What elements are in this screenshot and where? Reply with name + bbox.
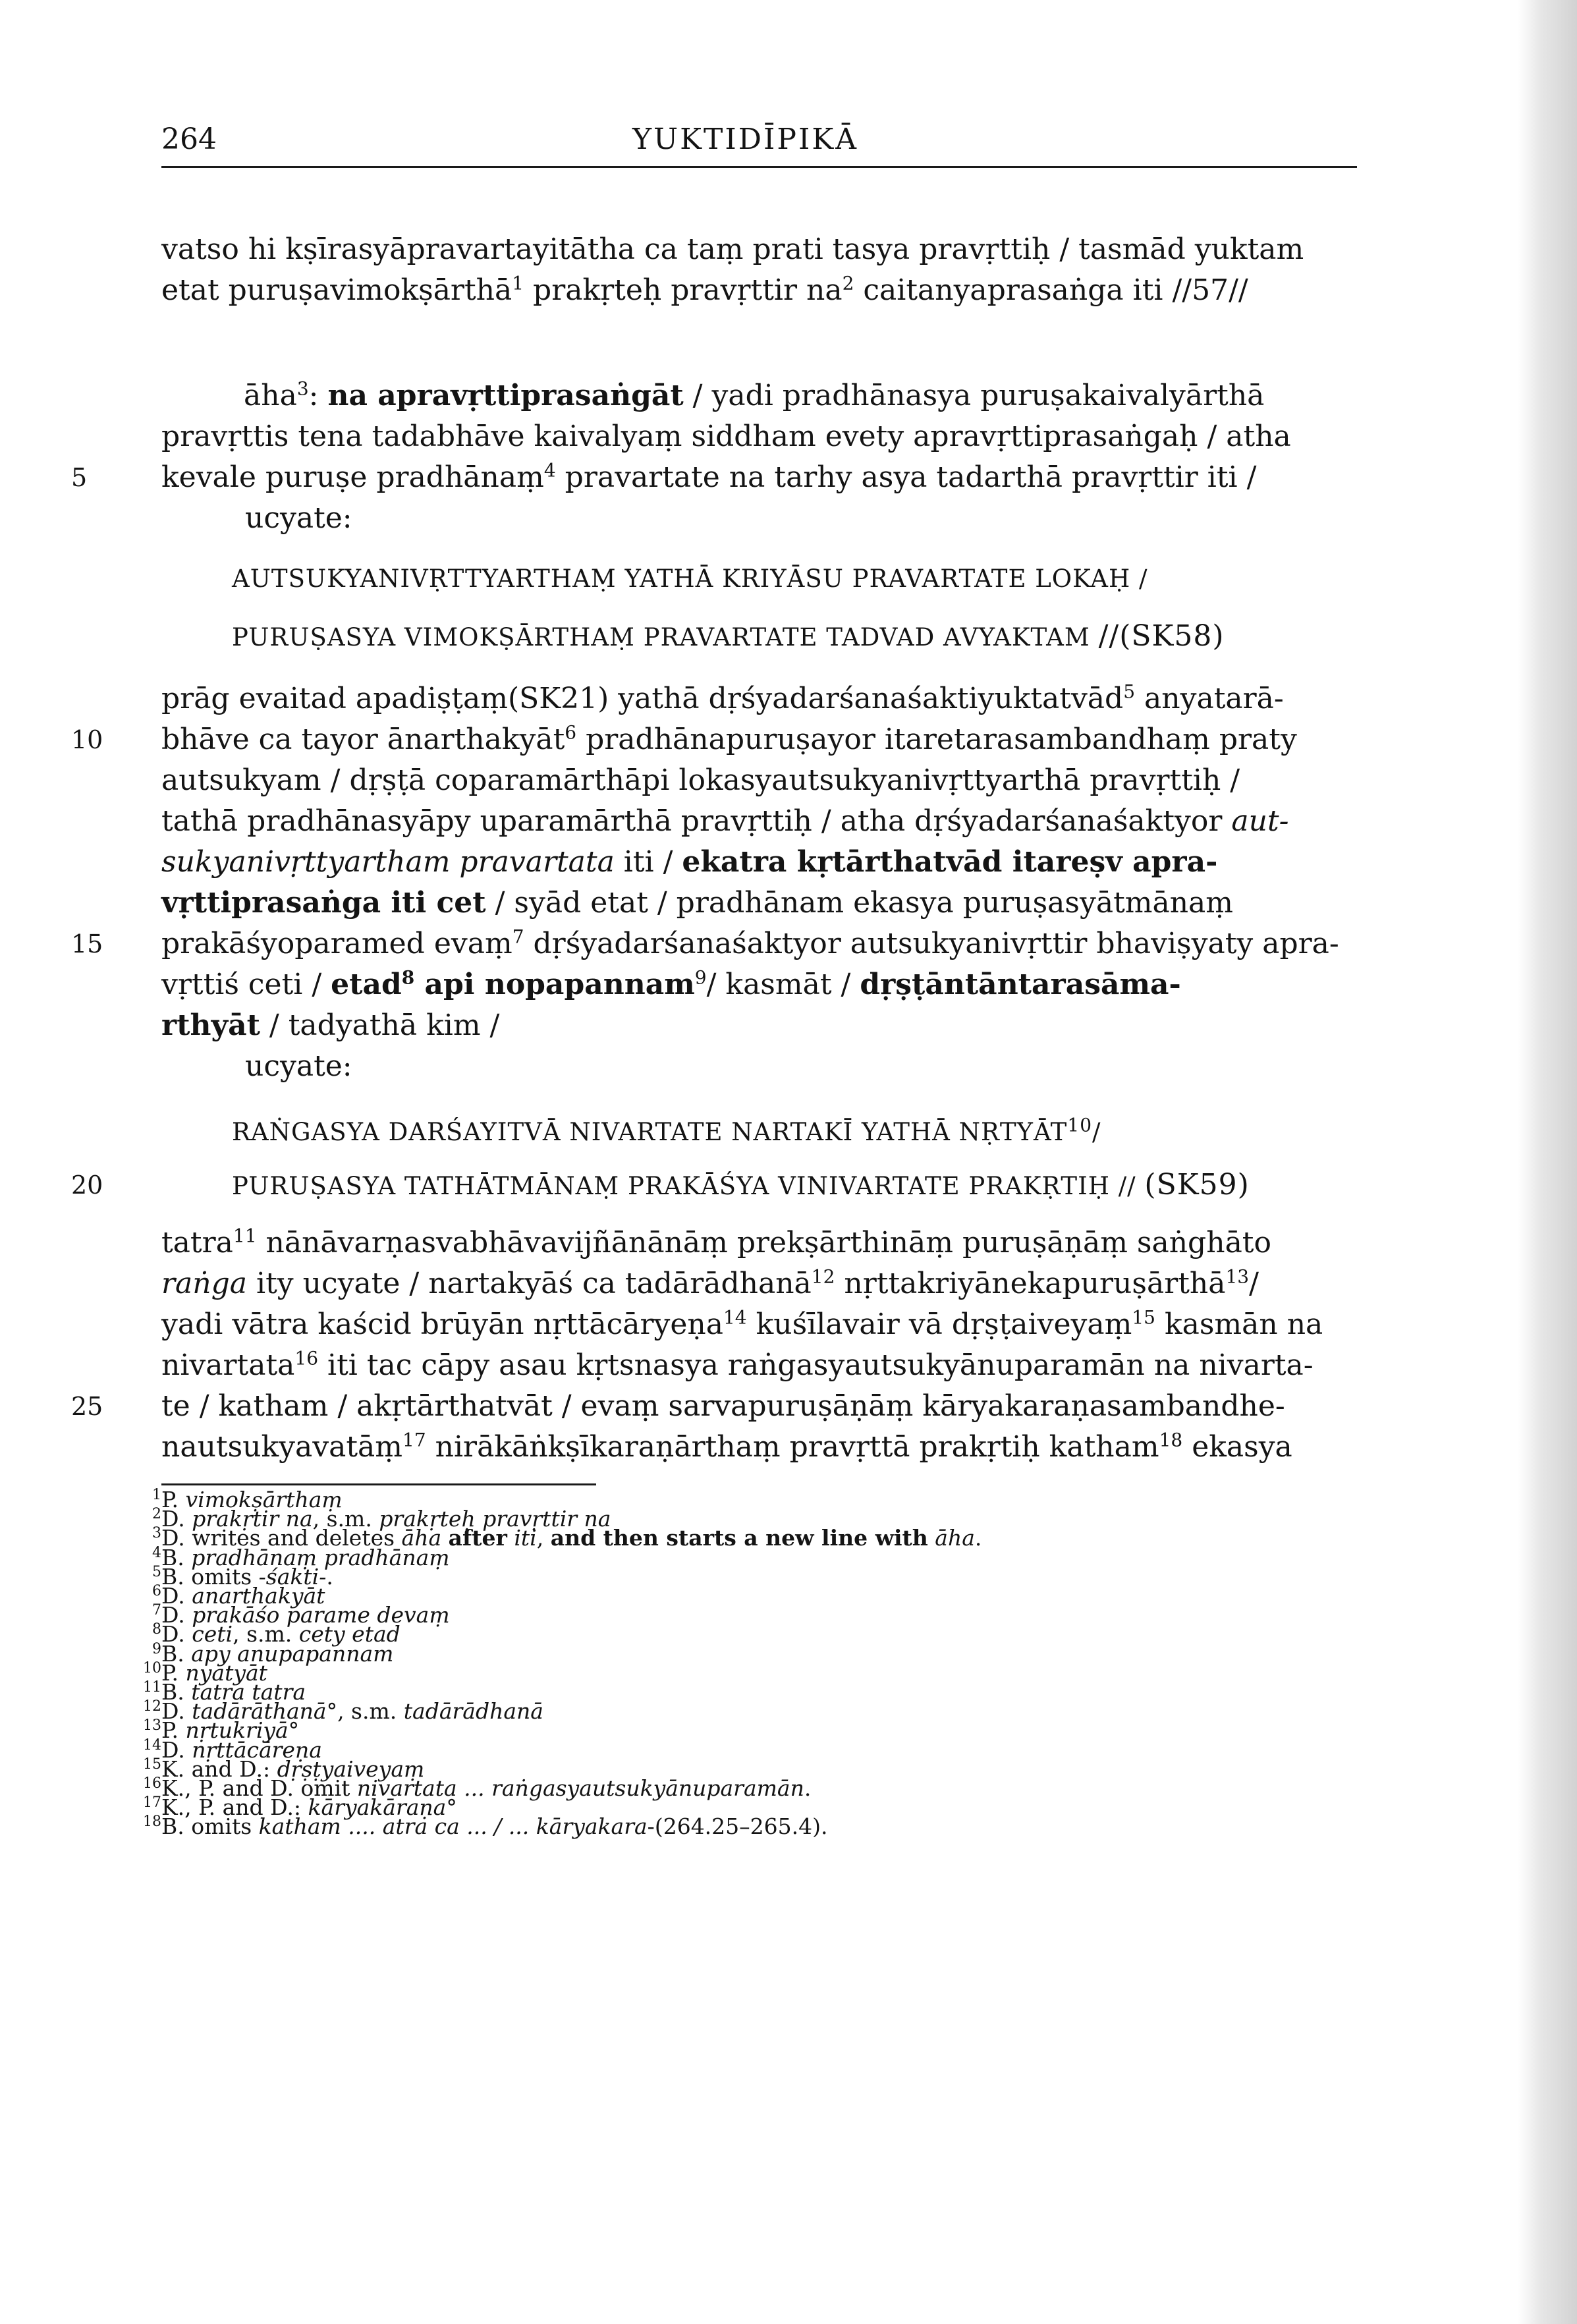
scan-edge-shadow bbox=[1518, 0, 1577, 2324]
footnote-text: K., P. and D. omit nivartata ... raṅgasyautsukyānuparamān. bbox=[161, 1775, 812, 1801]
footnote-text: D. writes and deletes āha after iti, and then starts a new line with āha. bbox=[161, 1525, 982, 1551]
footnote-text: D. nṛttācāreṇa bbox=[161, 1736, 322, 1763]
body-line: yadi vātra kaścid brūyān nṛttācāryeṇa$^{14}$ kuśīlavair vā dṛṣṭaiveyaṃ$^{15}$ kasmān na bbox=[161, 1306, 1323, 1341]
body-line: tatra$^{11}$ nānāvarṇasvabhāvavijñānānāṃ prekṣārthināṃ puruṣāṇāṃ saṅghāto bbox=[161, 1225, 1271, 1259]
footnote-text: B. pradhānaṃ pradhānaṃ bbox=[161, 1544, 450, 1570]
verse-line: AUTSUKYANIVṚTTYARTHAṂ YATHĀ KRIYĀSU PRAVARTATE LOKAḤ / bbox=[232, 565, 1148, 593]
page-number: 264 bbox=[161, 123, 217, 156]
footnote-mark: 7 bbox=[152, 1602, 161, 1619]
footnote-text: B. tatra tatra bbox=[161, 1679, 306, 1705]
body-line: rthyāt / tadyathā kim / bbox=[161, 1009, 500, 1042]
footnote-text: B. apy anupapannam bbox=[161, 1640, 394, 1667]
footnote-text: B. omits katham .... atra ca ... / ... kāryakara-(264.25–265.4). bbox=[161, 1813, 828, 1840]
footnote-mark: 13 bbox=[143, 1717, 161, 1734]
body-line: vṛttiś ceti / etad$^8$ api nopapannam$^9$/ kasmāt / dṛṣṭāntāntarasāma- bbox=[161, 966, 1181, 1001]
body-line: nautsukyavatāṃ$^{17}$ nirākāṅkṣīkaraṇārthaṃ pravṛttā prakṛtiḥ katham$^{18}$ ekasya bbox=[161, 1429, 1292, 1464]
footnote-mark: 1 bbox=[152, 1487, 161, 1503]
verse-line: RAṄGASYA DARŚAYITVĀ NIVARTATE NARTAKĪ YATHĀ NṚTYĀT$^{10}$/ bbox=[232, 1114, 1101, 1146]
body-line: vatso hi kṣīrasyāpravartayitātha ca taṃ prati tasya pravṛttiḥ / tasmād yuktam bbox=[161, 233, 1304, 266]
body-line: te / katham / akṛtārthatvāt / evaṃ sarvapuruṣāṇāṃ kāryakaraṇasambandhe- bbox=[161, 1389, 1285, 1423]
body-line: sukyanivṛttyartham pravartata iti / ekatra kṛtārthatvād itareṣv apra- bbox=[161, 845, 1218, 879]
body-line: etat puruṣavimokṣārthā$^1$ prakṛteḥ pravṛttir $na^2$ caitanyaprasaṅga iti //57// bbox=[161, 272, 1248, 307]
line-number: 25 bbox=[71, 1392, 103, 1421]
body-line: autsukyam / dṛṣṭā coparamārthāpi lokasyautsukyanivṛttyarthā pravṛttiḥ / bbox=[161, 763, 1240, 797]
verse-line: PURUṢASYA VIMOKṢĀRTHAṂ PRAVARTATE TADVAD AVYAKTAM //(SK58) bbox=[232, 619, 1225, 653]
body-line: nivartata$^{16}$ iti tac cāpy asau kṛtsnasya raṅgasyautsukyānuparamān na nivarta- bbox=[161, 1347, 1314, 1382]
footnote-mark: 16 bbox=[143, 1775, 161, 1792]
verse-line: PURUṢASYA TATHĀTMĀNAṂ PRAKĀŚYA VINIVARTATE PRAKṚTIḤ // (SK59) bbox=[232, 1168, 1250, 1202]
footnote-text: B. omits -śakti-. bbox=[161, 1563, 333, 1590]
footnote-mark: 14 bbox=[143, 1736, 161, 1754]
line-number: 5 bbox=[71, 463, 88, 492]
body-line: pravṛttis tena tadabhāve kaivalyaṃ siddham evety apravṛttiprasaṅgaḥ / atha bbox=[161, 420, 1291, 453]
footnote-mark: 3 bbox=[152, 1525, 161, 1542]
footnote-mark: 9 bbox=[152, 1640, 161, 1657]
body-line: ucyate: bbox=[245, 501, 352, 535]
footnote-mark: 8 bbox=[152, 1621, 161, 1638]
body-line: vṛttiprasaṅga iti cet / syād etat / pradhānam ekasya puruṣasyātmānaṃ bbox=[161, 886, 1233, 920]
body-line: tathā pradhānasyāpy uparamārthā pravṛttiḥ / atha dṛśyadarśanaśaktyor aut- bbox=[161, 804, 1289, 838]
body-line: prāg evaitad apadiṣṭaṃ(SK21) yathā dṛśyadarśanaśaktiyuktatvād$^5$ anyatarā- bbox=[161, 680, 1284, 715]
footnote-mark: 6 bbox=[152, 1583, 161, 1599]
body-line: prakāśyoparamed evaṃ$^7$ dṛśyadarśanaśaktyor autsukyanivṛttir bhaviṣyaty apra- bbox=[161, 926, 1339, 960]
footnote-text: K. and D.: dṛṣṭyaiveyaṃ bbox=[161, 1756, 425, 1782]
footnote-text: P. nṛtukriyā° bbox=[161, 1717, 300, 1744]
footnote-text: D. ceti, s.m. cety etad bbox=[161, 1621, 401, 1647]
footnote-mark: 12 bbox=[143, 1698, 161, 1715]
body-line: āha$^3$: na apravṛttiprasaṅgāt / yadi pradhānasya puruṣakaivalyārthā bbox=[244, 377, 1265, 412]
footnote-rule bbox=[161, 1483, 596, 1485]
line-number: 20 bbox=[71, 1171, 103, 1200]
footnote-mark: 5 bbox=[152, 1563, 161, 1580]
footnote-text: D. anarthakyāt bbox=[161, 1583, 325, 1609]
footnote-mark: 4 bbox=[152, 1544, 161, 1561]
body-line: bhāve ca tayor ānarthakyāt$^6$ pradhānapuruṣayor itaretarasambandhaṃ praty bbox=[161, 721, 1297, 756]
footnote-text: D. prakāśo parame devaṃ bbox=[161, 1602, 450, 1628]
footnote-text: D. tadārāthanā°, s.m. tadārādhanā bbox=[161, 1698, 543, 1725]
footnote-mark: 2 bbox=[152, 1506, 161, 1523]
footnote-mark: 10 bbox=[143, 1659, 161, 1676]
footnote-text: P. nyatyāt bbox=[161, 1659, 267, 1686]
footnote-mark: 18 bbox=[143, 1813, 161, 1831]
body-line: ucyate: bbox=[245, 1049, 352, 1083]
footnote-mark: 15 bbox=[143, 1756, 161, 1773]
header-rule bbox=[161, 166, 1357, 168]
footnote-text: P. vimokṣārthaṃ bbox=[161, 1487, 343, 1512]
body-line: kevale puruṣe pradhānaṃ$^4$ pravartate na tarhy asya tadarthā pravṛttir iti / bbox=[161, 459, 1257, 494]
footnote-mark: 17 bbox=[143, 1794, 161, 1812]
footnote-text: D. prakṛtir na, s.m. prakṛteḥ pravṛttir na bbox=[161, 1506, 611, 1532]
line-number: 15 bbox=[71, 929, 103, 958]
footnote-text: K., P. and D.: kāryakāraṇa° bbox=[161, 1794, 457, 1821]
footnote-18 bbox=[135, 1813, 828, 1840]
body-line: raṅga ity ucyate / nartakyāś ca tadārādhanā$^{12}$ nṛttakriyānekapuruṣārthā$^{13}$/ bbox=[161, 1265, 1259, 1300]
footnote-mark: 11 bbox=[143, 1679, 161, 1696]
running-title: YUKTIDĪPIKĀ bbox=[632, 123, 859, 156]
line-number: 10 bbox=[71, 725, 103, 754]
